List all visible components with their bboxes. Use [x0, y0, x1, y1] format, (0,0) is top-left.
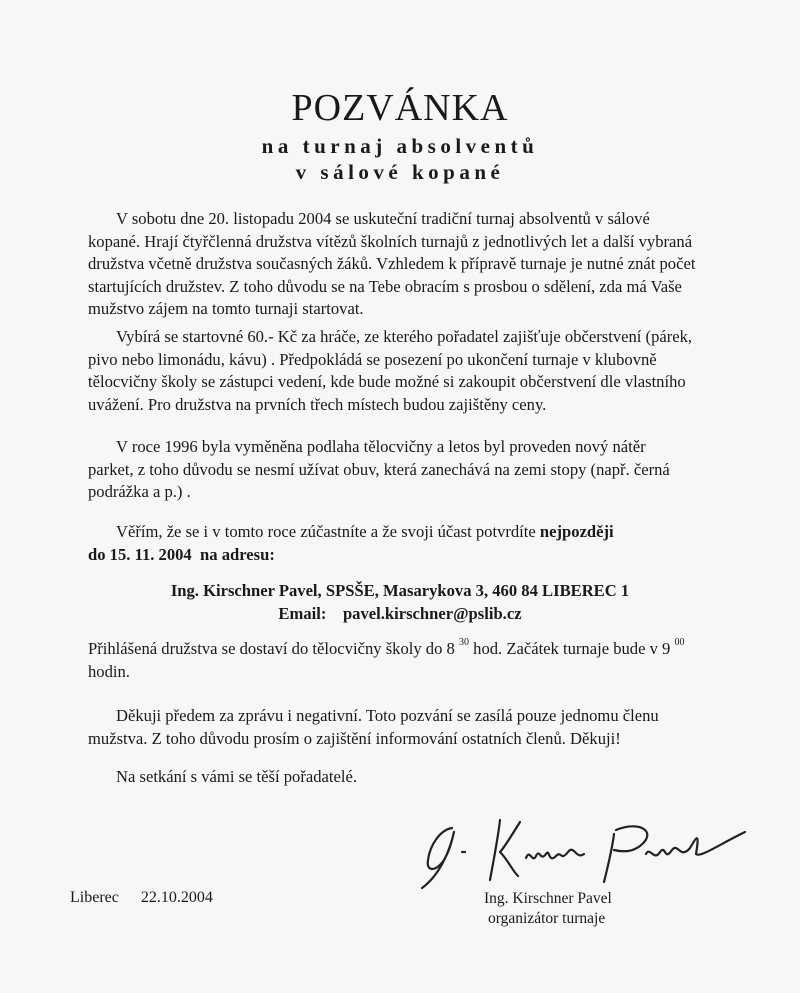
- paragraph-fee: [88, 326, 748, 416]
- signature-block: [484, 889, 612, 929]
- text-line: družstva včetně družstva současných žáků. Vzhledem k přípravě turnaje je nutné znát počet: [88, 254, 696, 273]
- subtitle-line-2: v sálové kopané: [295, 160, 505, 184]
- confirmation-text: Věřím, že se i v tomto roce zúčastníte a že svoji účast potvrdíte: [116, 522, 540, 541]
- email-link[interactable]: pavel.kirschner@pslib.cz: [342, 603, 522, 623]
- arrival-minutes: 30: [459, 637, 469, 648]
- signer-name: Ing. Kirschner Pavel: [484, 890, 612, 907]
- start-minutes: 00: [674, 637, 685, 648]
- text-line: startujících družstev. Z toho důvodu se na Tebe obracím s prosbou o sdělení, zda má Vaše: [88, 276, 682, 296]
- deadline-date: do 15. 11. 2004 na adresu:: [88, 544, 275, 564]
- subtitle-line-1: na turnaj absolventů: [261, 134, 539, 158]
- email-label: Email:: [278, 603, 327, 623]
- place-and-date: [70, 889, 213, 907]
- paragraph-floor: [88, 436, 748, 504]
- address-line: Ing. Kirschner Pavel, SPSŠE, Masarykova 3, 460 84 LIBEREC 1: [170, 581, 630, 600]
- place: Liberec: [70, 889, 119, 906]
- text-line: tělocvičny školy se zástupci vedení, kde bude možné si zakoupit občerstvení dle vlastního: [88, 372, 686, 391]
- paragraph-announcement: [88, 208, 748, 321]
- date: 22.10.2004: [140, 889, 213, 906]
- closing-line: Na setkání s vámi se těší pořadatelé.: [116, 767, 357, 786]
- email-row: [278, 603, 521, 626]
- text-line: mužstvo zájem na tomto turnaji startovat.: [88, 299, 364, 318]
- paragraph-confirmation: [88, 521, 748, 566]
- signer-role: organizátor turnaje: [488, 910, 606, 927]
- paragraph-schedule: [88, 638, 748, 683]
- schedule-text-a: Přihlášená družstva se dostaví do tělocvičny školy do 8: [88, 639, 459, 658]
- text-line: parket, z toho důvodu se nesmí užívat obuv, která zanechává na zemi stopy (např. černá: [88, 459, 670, 479]
- contact-address: [0, 580, 800, 625]
- text-line: V roce 1996 byla vyměněna podlaha tělocvičny a letos byl proveden nový nátěr: [116, 437, 646, 456]
- text-line: hodin.: [88, 661, 130, 681]
- text-line: Vybírá se startovné 60.- Kč za hráče, ze kterého pořadatel zajišťuje občerstvení (párek,: [116, 327, 693, 346]
- text-line: kopané. Hrají čtyřčlenná družstva vítězů školních turnajů z jednotlivých let a další vybraná: [88, 231, 693, 251]
- text-line: mužstva. Z toho důvodu prosím o zajištění informování ostatních členů. Děkuji!: [88, 728, 621, 748]
- paragraph-thanks: [88, 705, 748, 750]
- text-line: Děkuji předem za zprávu i negativní. Toto pozvání se zasílá pouze jednomu členu: [116, 706, 659, 725]
- text-line: [88, 521, 748, 544]
- schedule-text-b: hod. Začátek turnaje bude v 9: [469, 639, 675, 658]
- text-line: V sobotu dne 20. listopadu 2004 se uskuteční tradiční turnaj absolventů v sálové: [116, 209, 650, 228]
- document-title: POZVÁNKA: [291, 87, 509, 129]
- text-line: pivo nebo limonádu, kávu) . Předpokládá se posezení po ukončení turnaje v klubovně: [88, 349, 657, 369]
- text-line: [88, 638, 748, 661]
- text-line: uvážení. Pro družstva na prvních třech místech budou zajištěny ceny.: [88, 394, 547, 414]
- deadline-emphasis: nejpozději: [539, 522, 614, 541]
- handwritten-signature: [400, 790, 780, 890]
- text-line: podrážka a p.) .: [88, 482, 191, 501]
